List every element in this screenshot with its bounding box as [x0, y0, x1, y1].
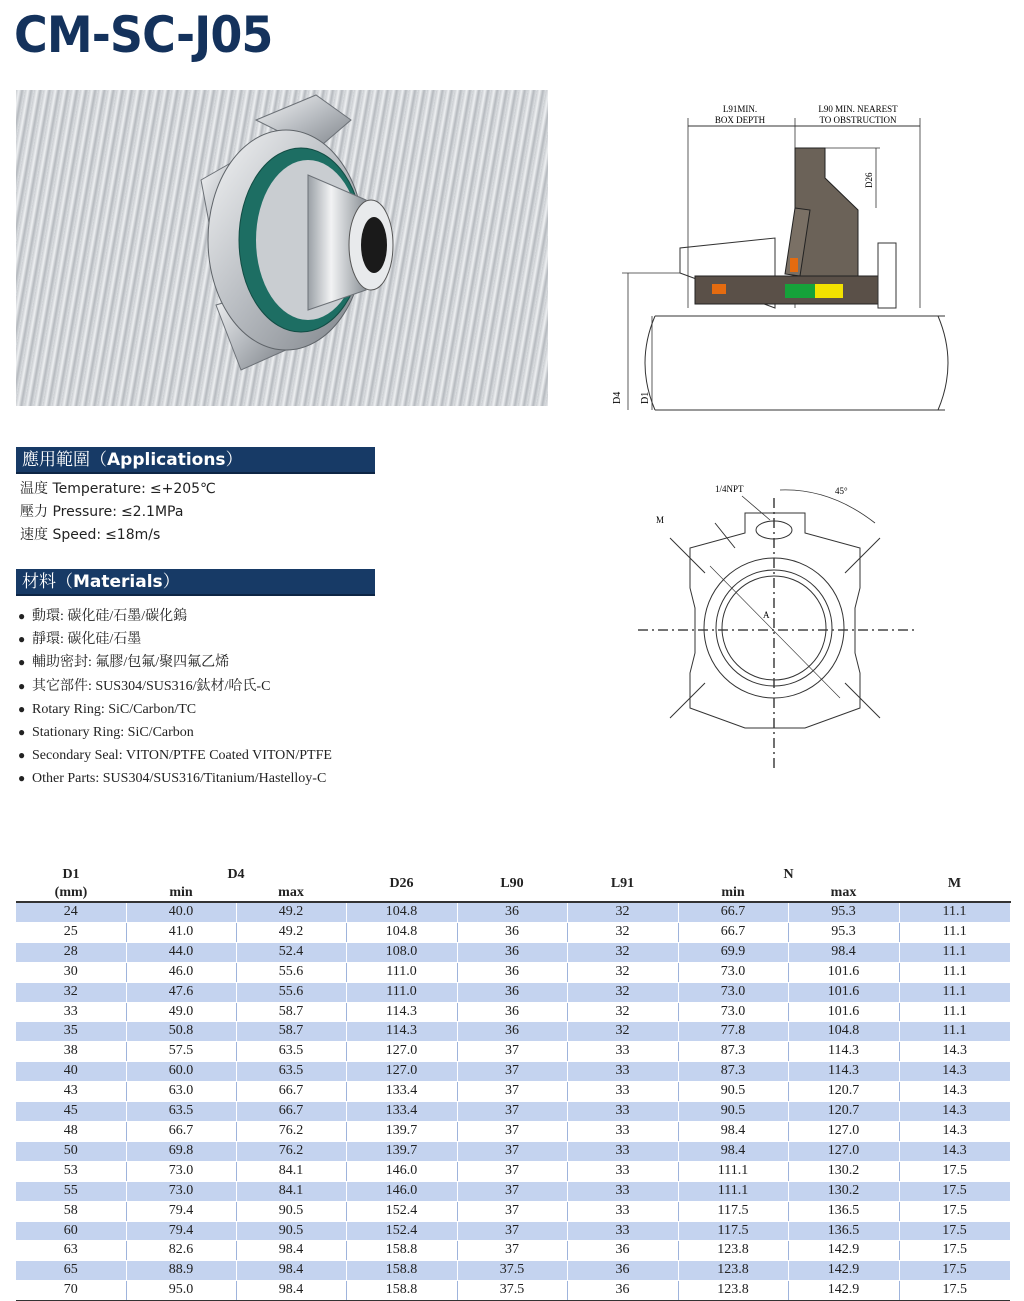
list-item: ● 動環: 碳化硅/石墨/碳化鎢 — [18, 605, 332, 628]
table-cell: 33 — [567, 1161, 678, 1181]
table-cell: 60 — [16, 1221, 126, 1241]
table-cell: 33 — [567, 1181, 678, 1201]
table-cell: 37 — [457, 1161, 567, 1181]
list-item: ● Secondary Seal: VITON/PTFE Coated VITON/PTFE — [18, 744, 332, 767]
table-cell: 57.5 — [126, 1042, 236, 1062]
table-cell: 17.5 — [899, 1241, 1010, 1261]
table-cell: 98.4 — [678, 1141, 788, 1161]
table-cell: 158.8 — [346, 1281, 457, 1301]
table-cell: 11.1 — [899, 1002, 1010, 1022]
table-cell: 127.0 — [346, 1042, 457, 1062]
header-n-max: max — [830, 885, 857, 900]
materials-heading: 材料（Materials） — [16, 569, 375, 596]
bullet-icon: ● — [18, 678, 26, 693]
table-cell: 104.8 — [788, 1022, 899, 1042]
table-cell: 40 — [16, 1062, 126, 1082]
spec-label: 壓力 Pressure: — [20, 504, 117, 520]
table-cell: 14.3 — [899, 1042, 1010, 1062]
bullet-icon: ● — [18, 632, 26, 647]
table-cell: 69.9 — [678, 942, 788, 962]
table-cell: 37.5 — [457, 1281, 567, 1301]
table-cell: 32 — [567, 922, 678, 942]
table-cell: 66.7 — [236, 1102, 346, 1122]
table-row — [16, 1102, 1010, 1122]
header-l91: L91 — [610, 875, 635, 891]
table-cell: 17.5 — [899, 1281, 1010, 1301]
list-item: ● Other Parts: SUS304/SUS316/Titanium/Hastelloy-C — [18, 767, 332, 790]
applications-heading-en: Applications — [107, 450, 226, 470]
table-row — [16, 1022, 1010, 1042]
table-cell: 90.5 — [236, 1201, 346, 1221]
table-cell: 90.5 — [678, 1102, 788, 1122]
page-title: CM-SC-J05 — [14, 6, 273, 64]
table-cell: 98.4 — [788, 942, 899, 962]
table-cell: 11.1 — [899, 902, 1010, 922]
table-cell: 17.5 — [899, 1261, 1010, 1281]
table-row — [16, 982, 1010, 1002]
table-cell: 84.1 — [236, 1161, 346, 1181]
table-cell: 43 — [16, 1082, 126, 1102]
table-cell: 52.4 — [236, 942, 346, 962]
front-drawing — [630, 478, 930, 773]
table-cell: 33 — [567, 1062, 678, 1082]
applications-heading: 應用範圍（Applications） — [16, 447, 375, 474]
table-cell: 14.3 — [899, 1141, 1010, 1161]
table-cell: 66.7 — [236, 1082, 346, 1102]
table-cell: 46.0 — [126, 962, 236, 982]
bullet-icon: ● — [18, 771, 26, 786]
table-cell: 37 — [457, 1201, 567, 1221]
header-d26: D26 — [389, 875, 414, 891]
table-cell: 90.5 — [236, 1221, 346, 1241]
table-cell: 36 — [457, 922, 567, 942]
angle-label: 45° — [835, 486, 848, 496]
table-cell: 95.3 — [788, 902, 899, 922]
table-cell: 17.5 — [899, 1161, 1010, 1181]
table-cell: 108.0 — [346, 942, 457, 962]
table-cell: 130.2 — [788, 1181, 899, 1201]
table-cell: 14.3 — [899, 1121, 1010, 1141]
table-cell: 32 — [567, 902, 678, 922]
table-cell: 30 — [16, 962, 126, 982]
header-m: M — [947, 875, 962, 891]
spec-speed — [20, 524, 160, 544]
table-cell: 120.7 — [788, 1082, 899, 1102]
spec-temperature — [20, 478, 216, 498]
table-cell: 14.3 — [899, 1102, 1010, 1122]
table-cell: 11.1 — [899, 922, 1010, 942]
bullet-icon: ● — [18, 724, 26, 739]
table-cell: 111.0 — [346, 982, 457, 1002]
table-cell: 95.0 — [126, 1281, 236, 1301]
table-cell: 58.7 — [236, 1002, 346, 1022]
a-label: A — [763, 610, 770, 620]
materials-list — [18, 605, 332, 791]
dimension-table — [16, 866, 1011, 1301]
spec-pressure — [20, 501, 183, 521]
table-row — [16, 1241, 1010, 1261]
table-cell: 33 — [567, 1221, 678, 1241]
table-cell: 55.6 — [236, 962, 346, 982]
table-cell: 66.7 — [678, 902, 788, 922]
header-n: N — [783, 867, 794, 882]
table-cell: 33 — [16, 1002, 126, 1022]
table-cell: 120.7 — [788, 1102, 899, 1122]
header-l90: L90 — [500, 875, 524, 891]
table-cell: 63.5 — [236, 1062, 346, 1082]
table-cell: 114.3 — [346, 1002, 457, 1022]
spec-label: 速度 Speed: — [20, 527, 102, 543]
table-cell: 73.0 — [126, 1181, 236, 1201]
table-row — [16, 1161, 1010, 1181]
table-cell: 37 — [457, 1102, 567, 1122]
table-row — [16, 1141, 1010, 1161]
table-cell: 111.1 — [678, 1181, 788, 1201]
table-row — [16, 1261, 1010, 1281]
table-cell: 49.0 — [126, 1002, 236, 1022]
table-cell: 37 — [457, 1241, 567, 1261]
table-cell: 53 — [16, 1161, 126, 1181]
table-cell: 11.1 — [899, 1022, 1010, 1042]
list-item: ● Rotary Ring: SiC/Carbon/TC — [18, 698, 332, 721]
table-cell: 55.6 — [236, 982, 346, 1002]
table-cell: 114.3 — [788, 1062, 899, 1082]
table-cell: 142.9 — [788, 1241, 899, 1261]
list-item: ● 靜環: 碳化硅/石墨 — [18, 628, 332, 651]
table-cell: 60.0 — [126, 1062, 236, 1082]
table-cell: 130.2 — [788, 1161, 899, 1181]
table-cell: 17.5 — [899, 1221, 1010, 1241]
table-cell: 37 — [457, 1062, 567, 1082]
table-cell: 101.6 — [788, 962, 899, 982]
table-cell: 36 — [457, 962, 567, 982]
header-d4: D4 — [227, 867, 245, 882]
table-cell: 90.5 — [678, 1082, 788, 1102]
table-cell: 69.8 — [126, 1141, 236, 1161]
table-cell: 139.7 — [346, 1121, 457, 1141]
table-cell: 33 — [567, 1201, 678, 1221]
table-row — [16, 1002, 1010, 1022]
table-cell: 63.5 — [236, 1042, 346, 1062]
table-cell: 98.4 — [678, 1121, 788, 1141]
table-row — [16, 1062, 1010, 1082]
table-cell: 17.5 — [899, 1181, 1010, 1201]
table-cell: 49.2 — [236, 902, 346, 922]
table-cell: 49.2 — [236, 922, 346, 942]
table-row — [16, 1181, 1010, 1201]
table-cell: 32 — [567, 1022, 678, 1042]
bullet-icon: ● — [18, 609, 26, 623]
table-body — [16, 902, 1010, 1301]
table-cell: 32 — [567, 982, 678, 1002]
table-cell: 37 — [457, 1121, 567, 1141]
table-cell: 33 — [567, 1082, 678, 1102]
table-cell: 36 — [457, 1002, 567, 1022]
table-cell: 98.4 — [236, 1241, 346, 1261]
d26-label: D26 — [864, 172, 874, 188]
bullet-icon: ● — [18, 701, 26, 716]
table-cell: 37 — [457, 1181, 567, 1201]
table-cell: 111.0 — [346, 962, 457, 982]
table-cell: 146.0 — [346, 1161, 457, 1181]
table-row — [16, 942, 1010, 962]
table-cell: 32 — [16, 982, 126, 1002]
bullet-icon: ● — [18, 655, 26, 670]
product-photo — [16, 90, 548, 406]
table-row — [16, 902, 1010, 922]
l90-label-line1: L90 MIN. NEAREST — [818, 104, 898, 114]
table-row — [16, 1042, 1010, 1062]
section-drawing — [600, 98, 960, 428]
header-n-min: min — [721, 885, 745, 900]
table-cell: 58 — [16, 1201, 126, 1221]
table-cell: 133.4 — [346, 1102, 457, 1122]
table-cell: 63 — [16, 1241, 126, 1261]
applications-heading-cn: 應用範圍 — [22, 450, 90, 470]
table-cell: 111.1 — [678, 1161, 788, 1181]
table-row — [16, 962, 1010, 982]
table-cell: 104.8 — [346, 902, 457, 922]
table-cell: 37 — [457, 1082, 567, 1102]
table-cell: 33 — [567, 1102, 678, 1122]
table-cell: 25 — [16, 922, 126, 942]
l91-label-line1: L91MIN. — [722, 104, 758, 114]
table-cell: 37.5 — [457, 1261, 567, 1281]
table-cell: 87.3 — [678, 1042, 788, 1062]
table-cell: 82.6 — [126, 1241, 236, 1261]
d4-label: D4 — [612, 391, 623, 404]
table-cell: 32 — [567, 1002, 678, 1022]
table-row — [16, 1121, 1010, 1141]
table-cell: 136.5 — [788, 1221, 899, 1241]
table-cell: 123.8 — [678, 1241, 788, 1261]
table-cell: 142.9 — [788, 1261, 899, 1281]
table-cell: 104.8 — [346, 922, 457, 942]
table-cell: 77.8 — [678, 1022, 788, 1042]
table-cell: 98.4 — [236, 1261, 346, 1281]
table-cell: 158.8 — [346, 1261, 457, 1281]
spec-value: ≤+205℃ — [149, 481, 216, 497]
table-cell: 123.8 — [678, 1261, 788, 1281]
table-cell: 114.3 — [788, 1042, 899, 1062]
table-cell: 152.4 — [346, 1221, 457, 1241]
table-cell: 123.8 — [678, 1281, 788, 1301]
table-cell: 63.5 — [126, 1102, 236, 1122]
table-cell: 36 — [457, 942, 567, 962]
table-cell: 36 — [567, 1261, 678, 1281]
spec-label: 温度 Temperature: — [20, 481, 146, 497]
table-cell: 76.2 — [236, 1121, 346, 1141]
table-cell: 87.3 — [678, 1062, 788, 1082]
table-cell: 79.4 — [126, 1221, 236, 1241]
seal-illustration — [16, 90, 548, 406]
table-cell: 33 — [567, 1042, 678, 1062]
list-item: ● 其它部件: SUS304/SUS316/鈦材/哈氏-C — [18, 675, 332, 698]
table-cell: 41.0 — [126, 922, 236, 942]
table-cell: 84.1 — [236, 1181, 346, 1201]
table-cell: 37 — [457, 1141, 567, 1161]
table-cell: 76.2 — [236, 1141, 346, 1161]
table-cell: 11.1 — [899, 962, 1010, 982]
table-cell: 127.0 — [788, 1121, 899, 1141]
table-cell: 136.5 — [788, 1201, 899, 1221]
table-cell: 28 — [16, 942, 126, 962]
table-cell: 117.5 — [678, 1201, 788, 1221]
table-cell: 48 — [16, 1121, 126, 1141]
table-cell: 73.0 — [678, 982, 788, 1002]
table-cell: 14.3 — [899, 1082, 1010, 1102]
table-cell: 66.7 — [126, 1121, 236, 1141]
table-cell: 36 — [567, 1241, 678, 1261]
list-item: ● 輔助密封: 氟膠/包氟/聚四氟乙烯 — [18, 651, 332, 674]
m-label: M — [656, 515, 665, 525]
table-cell: 37 — [457, 1042, 567, 1062]
table-cell: 36 — [567, 1281, 678, 1301]
table-cell: 32 — [567, 962, 678, 982]
table-row — [16, 922, 1010, 942]
bullet-icon: ● — [18, 748, 26, 763]
table-cell: 47.6 — [126, 982, 236, 1002]
table-row — [16, 1281, 1010, 1301]
l90-label-line2: TO OBSTRUCTION — [819, 115, 897, 125]
table-cell: 14.3 — [899, 1062, 1010, 1082]
d1-label: D1 — [640, 391, 651, 404]
table-cell: 146.0 — [346, 1181, 457, 1201]
header-d1: D1 — [62, 867, 80, 882]
table-cell: 24 — [16, 902, 126, 922]
npt-label: 1/4NPT — [715, 484, 744, 494]
table-cell: 50.8 — [126, 1022, 236, 1042]
table-row — [16, 1082, 1010, 1102]
table-cell: 114.3 — [346, 1022, 457, 1042]
table-cell: 45 — [16, 1102, 126, 1122]
table-cell: 33 — [567, 1121, 678, 1141]
list-item: ● Stationary Ring: SiC/Carbon — [18, 721, 332, 744]
table-cell: 35 — [16, 1022, 126, 1042]
header-d4-max: max — [278, 885, 304, 900]
table-cell: 36 — [457, 1022, 567, 1042]
header-d1-unit: (mm) — [54, 885, 88, 900]
table-cell: 44.0 — [126, 942, 236, 962]
header-d4-min: min — [169, 885, 193, 900]
table-cell: 73.0 — [678, 1002, 788, 1022]
table-cell: 117.5 — [678, 1221, 788, 1241]
table-cell: 66.7 — [678, 922, 788, 942]
table-cell: 33 — [567, 1141, 678, 1161]
table-cell: 65 — [16, 1261, 126, 1281]
table-cell: 37 — [457, 1221, 567, 1241]
table-cell: 63.0 — [126, 1082, 236, 1102]
table-cell: 36 — [457, 902, 567, 922]
table-cell: 101.6 — [788, 982, 899, 1002]
table-cell: 55 — [16, 1181, 126, 1201]
table-cell: 79.4 — [126, 1201, 236, 1221]
materials-heading-cn: 材料 — [22, 572, 56, 592]
table-cell: 127.0 — [788, 1141, 899, 1161]
table-cell: 73.0 — [126, 1161, 236, 1181]
table-cell: 17.5 — [899, 1201, 1010, 1221]
table-cell: 70 — [16, 1281, 126, 1301]
table-cell: 40.0 — [126, 902, 236, 922]
l91-label-line2: BOX DEPTH — [714, 115, 766, 125]
table-cell: 32 — [567, 942, 678, 962]
table-cell: 133.4 — [346, 1082, 457, 1102]
table-cell: 38 — [16, 1042, 126, 1062]
spec-value: ≤18m/s — [105, 527, 161, 543]
table-cell: 101.6 — [788, 1002, 899, 1022]
table-cell: 88.9 — [126, 1261, 236, 1281]
table-cell: 11.1 — [899, 982, 1010, 1002]
table-cell: 11.1 — [899, 942, 1010, 962]
table-cell: 139.7 — [346, 1141, 457, 1161]
table-cell: 142.9 — [788, 1281, 899, 1301]
table-row — [16, 1221, 1010, 1241]
table-cell: 50 — [16, 1141, 126, 1161]
table-cell: 95.3 — [788, 922, 899, 942]
table-row — [16, 1201, 1010, 1221]
table-cell: 73.0 — [678, 962, 788, 982]
table-cell: 58.7 — [236, 1022, 346, 1042]
table-cell: 127.0 — [346, 1062, 457, 1082]
table-cell: 36 — [457, 982, 567, 1002]
table-cell: 98.4 — [236, 1281, 346, 1301]
table-cell: 158.8 — [346, 1241, 457, 1261]
materials-heading-en: Materials — [73, 572, 163, 592]
spec-value: ≤2.1MPa — [120, 504, 184, 520]
table-cell: 152.4 — [346, 1201, 457, 1221]
